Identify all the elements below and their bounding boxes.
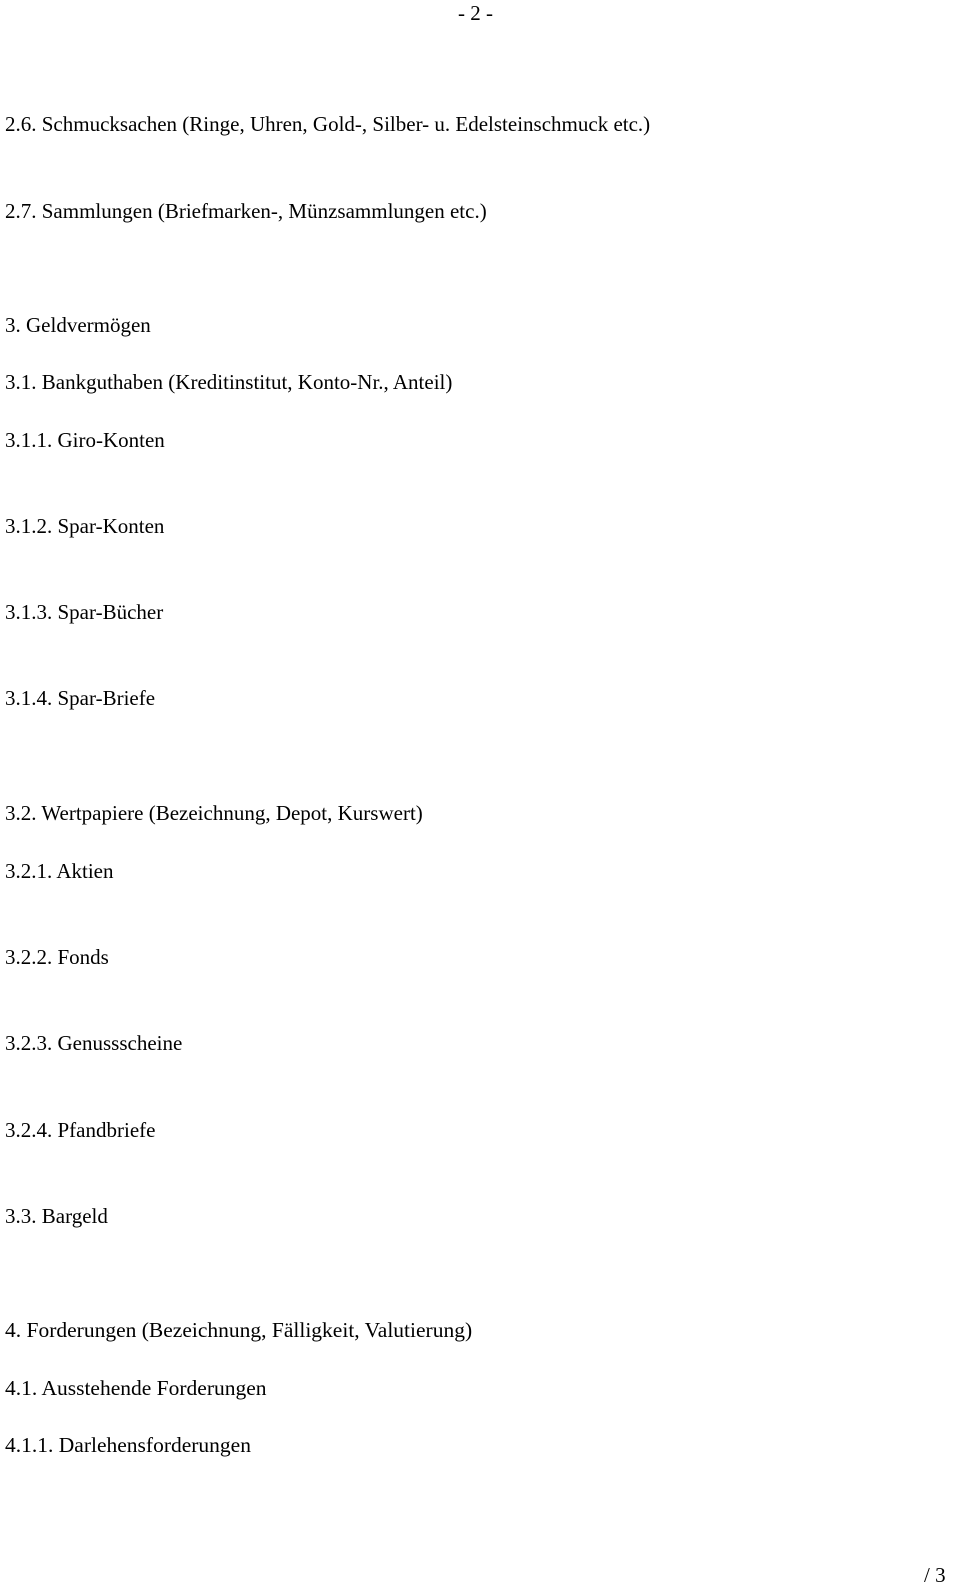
item-3-2-1-stocks: 3.2.1. Aktien bbox=[5, 859, 114, 883]
item-3-1-1-giro-accounts: 3.1.1. Giro-Konten bbox=[5, 428, 165, 452]
item-3-2-3-profit-participation: 3.2.3. Genussscheine bbox=[5, 1031, 183, 1055]
page-number: - 2 - bbox=[458, 1, 493, 25]
item-3-1-bank-balances: 3.1. Bankguthaben (Kreditinstitut, Konto-Nr., Anteil) bbox=[5, 370, 453, 394]
item-3-1-2-savings-accounts: 3.1.2. Spar-Konten bbox=[5, 514, 165, 538]
item-3-3-cash: 3.3. Bargeld bbox=[5, 1204, 108, 1228]
item-3-2-4-mortgage-bonds: 3.2.4. Pfandbriefe bbox=[5, 1118, 156, 1142]
item-3-1-4-savings-bonds: 3.1.4. Spar-Briefe bbox=[5, 686, 156, 710]
item-3-cash-assets: 3. Geldvermögen bbox=[5, 313, 151, 337]
item-4-1-outstanding-receivables: 4.1. Ausstehende Forderungen bbox=[5, 1376, 267, 1400]
item-4-1-1-loan-receivables: 4.1.1. Darlehensforderungen bbox=[5, 1433, 251, 1457]
item-4-receivables: 4. Forderungen (Bezeichnung, Fälligkeit, Valutierung) bbox=[5, 1318, 473, 1342]
item-3-2-securities: 3.2. Wertpapiere (Bezeichnung, Depot, Kurswert) bbox=[5, 801, 423, 825]
item-3-1-3-savings-books: 3.1.3. Spar-Bücher bbox=[5, 600, 164, 624]
item-3-2-2-funds: 3.2.2. Fonds bbox=[5, 945, 109, 969]
continuation-marker: / 3 bbox=[924, 1563, 946, 1587]
item-2-6-jewelry: 2.6. Schmucksachen (Ringe, Uhren, Gold-, Silber- u. Edelsteinschmuck etc.) bbox=[5, 112, 651, 136]
item-2-7-collections: 2.7. Sammlungen (Briefmarken-, Münzsammlungen etc.) bbox=[5, 199, 487, 223]
